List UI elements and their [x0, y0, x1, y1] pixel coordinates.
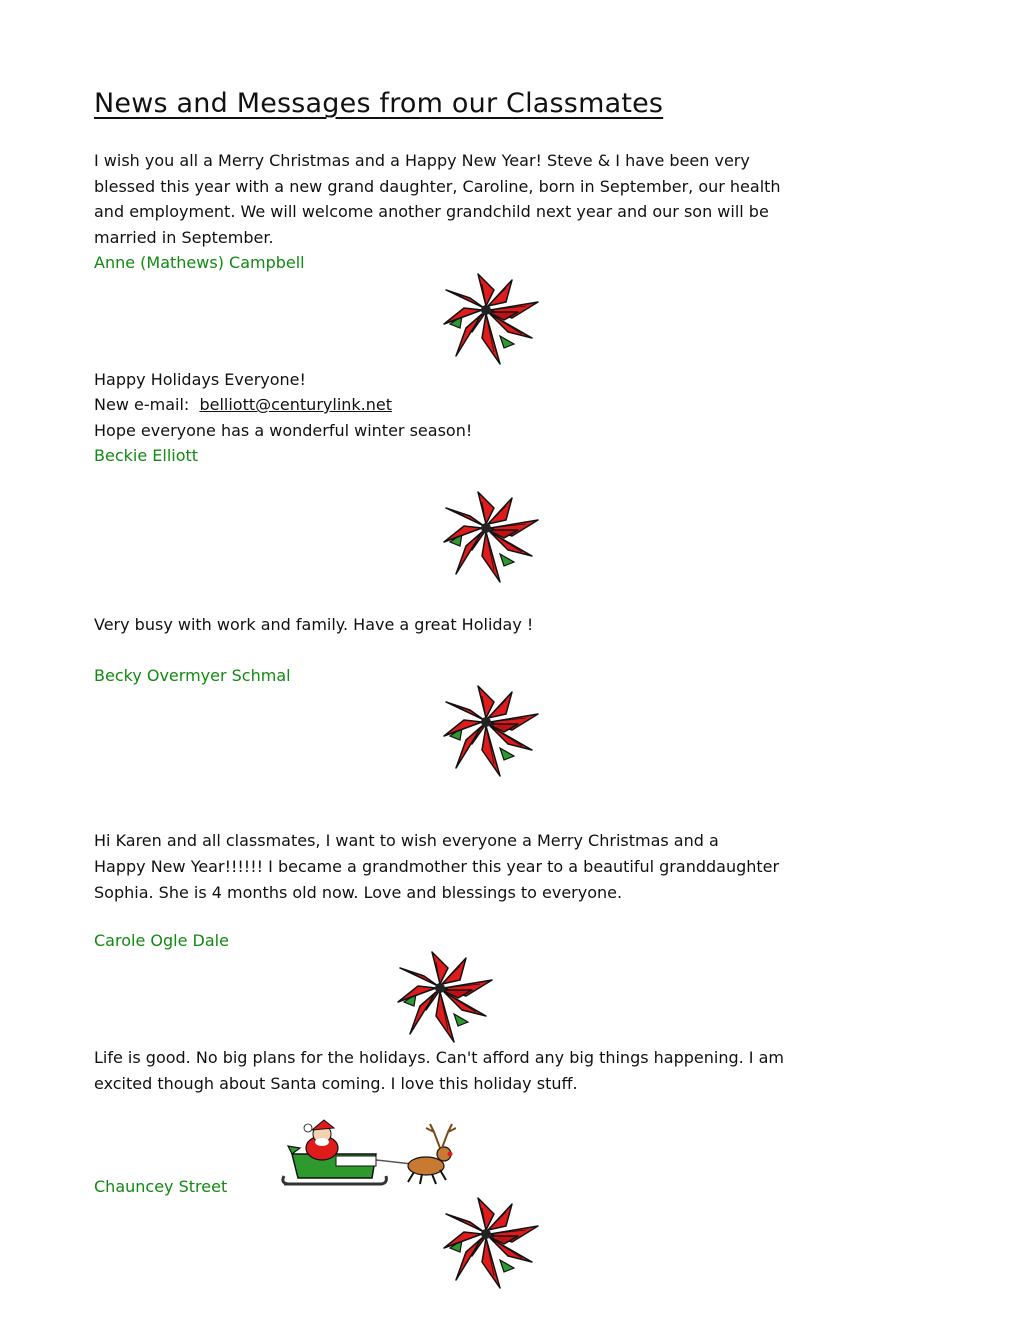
email-label: New e-mail: [94, 395, 190, 414]
message-1-line-4: married in September. [94, 228, 274, 247]
message-4-line-3: Sophia. She is 4 months old now. Love and blessings to everyone. [94, 883, 623, 902]
message-5-author: Chauncey Street [94, 1177, 228, 1196]
santa-sleigh-icon [276, 1118, 456, 1198]
message-2-line-1: Happy Holidays Everyone! [94, 370, 306, 389]
message-4-author: Carole Ogle Dale [94, 931, 229, 950]
message-1-line-1: I wish you all a Merry Christmas and a Happy New Year! Steve & I have been very [94, 151, 750, 170]
message-3-line-1: Very busy with work and family. Have a great Holiday ! [94, 615, 534, 634]
message-1-line-3: and employment. We will welcome another grandchild next year and our son will be [94, 202, 769, 221]
message-2-line-2 [94, 395, 392, 415]
poinsettia-icon [442, 272, 542, 368]
message-5-line-1: Life is good. No big plans for the holidays. Can't afford any big things happening. I am [94, 1048, 784, 1067]
poinsettia-icon [442, 684, 542, 780]
message-1-line-2: blessed this year with a new grand daughter, Caroline, born in September, our health [94, 177, 781, 196]
poinsettia-icon [442, 490, 542, 586]
message-4-line-1: Hi Karen and all classmates, I want to wish everyone a Merry Christmas and a [94, 831, 719, 850]
message-3-author: Becky Overmyer Schmal [94, 666, 291, 685]
message-2-author: Beckie Elliott [94, 446, 199, 465]
message-4-line-2: Happy New Year!!!!!! I became a grandmother this year to a beautiful granddaughter [94, 857, 780, 876]
message-2-line-3: Hope everyone has a wonderful winter season! [94, 421, 473, 440]
page-title: News and Messages from our Classmates [94, 88, 664, 119]
poinsettia-icon [396, 950, 496, 1046]
email-link[interactable]: belliott@centurylink.net [199, 395, 393, 414]
message-1-author: Anne (Mathews) Campbell [94, 253, 305, 272]
message-5-line-2: excited though about Santa coming. I love this holiday stuff. [94, 1074, 578, 1093]
poinsettia-icon [442, 1196, 542, 1292]
